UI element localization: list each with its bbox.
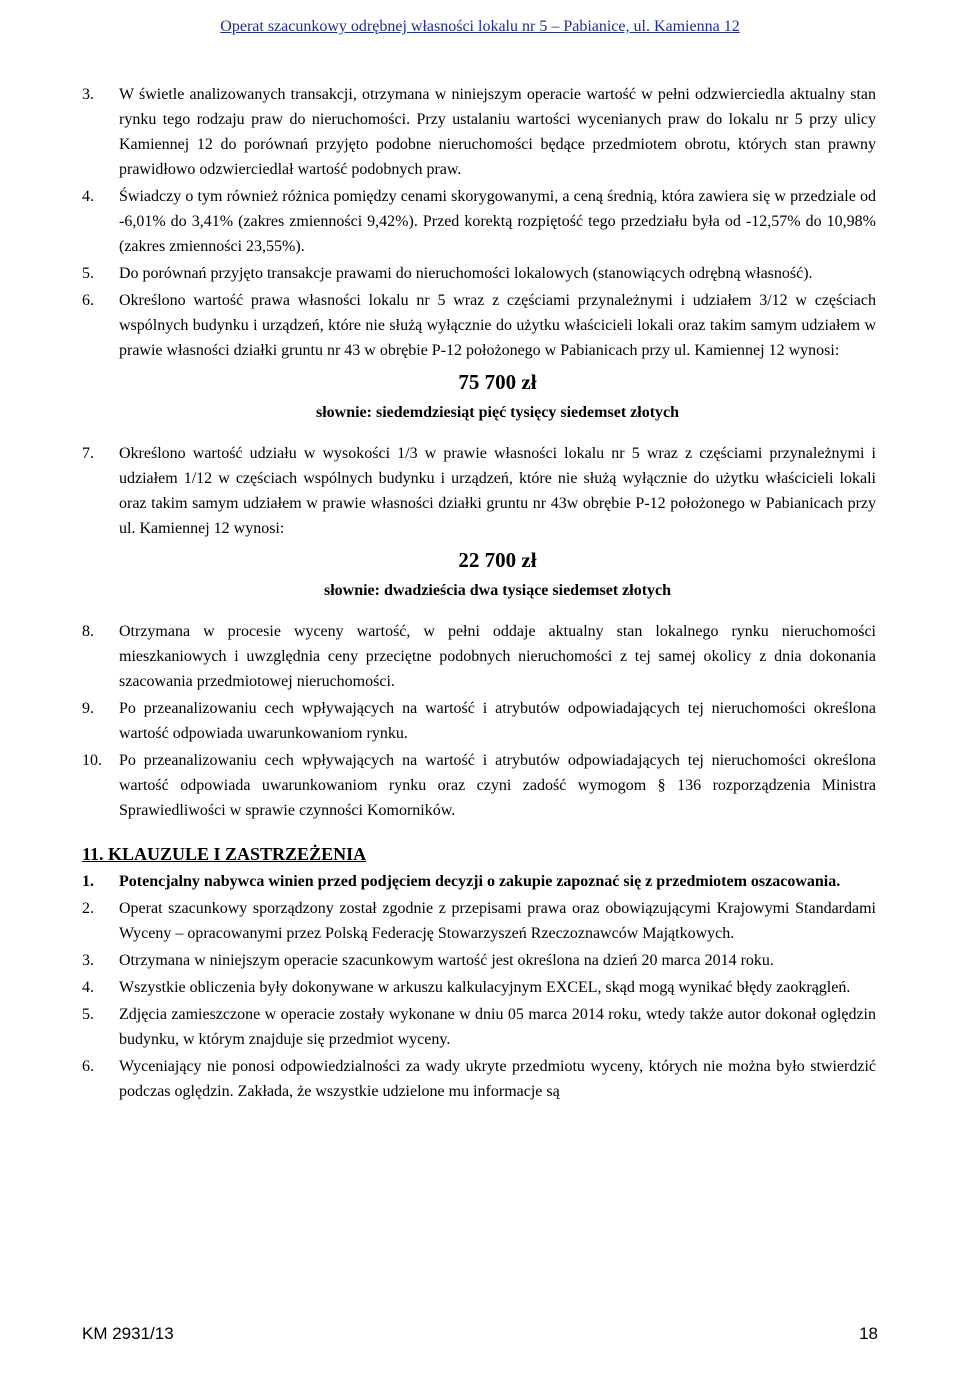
header-title: Operat szacunkowy odrębnej własności lokalu nr 5 – Pabianice, ul. Kamienna 12 [220,18,740,35]
clause-number: 1. [82,873,94,890]
item-text: Po przeanalizowaniu cech wpływających na wartość i atrybutów odpowiadających tej nieruchomości określona wartość odpowiada uwarunkowaniom rynku. [119,700,876,742]
item-number: 10. [82,752,102,769]
page-content [82,82,876,1106]
item-number: 5. [82,265,94,282]
value-in-words: słownie: siedemdziesiąt pięć tysięcy siedemset złotych [315,404,680,421]
list-item [82,441,876,605]
clause-text: Wszystkie obliczenia były dokonywane w arkuszu kalkulacyjnym EXCEL, skąd mogą wynikać błędy zaokrągleń. [119,979,851,996]
clause-number: 3. [82,952,94,969]
clause-item [82,896,876,946]
item-number: 9. [82,700,94,717]
case-number: KM 2931/13 [82,1324,174,1343]
clause-number: 6. [82,1058,94,1075]
item-number: 8. [82,623,94,640]
item-text: Określono wartość udziału w wysokości 1/3 w prawie własności lokalu nr 5 wraz z częściami przynależnymi i udziałem 1/12 w częściach wspólnych budynku i urządzeń, które nie służą wyłącznie do użytku właścicieli lokali oraz takim samym udziałem w prawie własności działki gruntu nr 43w obrębie P-12 położonego w Pabianicach przy ul. Kamiennej 12 wynosi: [119,445,876,537]
list-item [82,184,876,259]
clause-number: 2. [82,900,94,917]
item-text: Otrzymana w procesie wyceny wartość, w pełni oddaje aktualny stan lokalnego rynku nieruchomości mieszkaniowych i uwzględnia ceny przeciętne podobnych nieruchomości z tej samej okolicy z dnia dokonania szacowania przedmiotowej nieruchomości. [119,623,876,690]
page-number: 18 [859,1324,878,1343]
page-header [0,18,960,36]
value-amount: 75 700 zł [458,370,537,394]
item-text: W świetle analizowanych transakcji, otrzymana w niniejszym operacie wartość w pełni odzwierciedla aktualny stan rynku tego rodzaju praw do nieruchomości. Przy ustalaniu wartości wycenianych praw do lokalu nr 5 przy ulicy Kamiennej 12 do porównań przyjęto podobne nieruchomości będące przedmiotem obrotu, których stan prawny prawidłowo odzwierciedlał wartość podobnych praw. [119,86,876,178]
item-number: 7. [82,445,94,462]
list-item [82,696,876,746]
clause-item [82,948,876,973]
item-number: 4. [82,188,94,205]
item-number: 3. [82,86,94,103]
list-item [82,82,876,182]
clause-number: 5. [82,1006,94,1023]
list-item [82,288,876,427]
clause-text: Otrzymana w niniejszym operacie szacunkowym wartość jest określona na dzień 20 marca 2014 roku. [119,952,774,969]
item-text: Świadczy o tym również różnica pomiędzy cenami skorygowanymi, a ceną średnią, która zawiera się w przedziale od -6,01% do 3,41% (zakres zmienności 9,42%). Przed korektą rozpiętość tego przedziału była od -12,57% do 10,98% (zakres zmienności 23,55%). [119,188,876,255]
value-in-words: słownie: dwadzieścia dwa tysiące siedemset złotych [323,582,672,599]
clause-text: Operat szacunkowy sporządzony został zgodnie z przepisami prawa oraz obowiązującymi Krajowymi Standardami Wyceny – opracowanymi przez Polską Federację Stowarzyszeń Rzeczoznawców Majątkowych. [119,900,876,942]
list-item [82,619,876,694]
clause-text: Potencjalny nabywca winien przed podjęciem decyzji o zakupie zapoznać się z przedmiotem oszacowania. [119,873,841,890]
clause-text: Zdjęcia zamieszczone w operacie zostały wykonane w dniu 05 marca 2014 roku, wtedy także autor dokonał oględzin budynku, w którym znajduje się przedmiot wyceny. [119,1006,876,1048]
clause-item [82,975,876,1000]
item-text: Po przeanalizowaniu cech wpływających na wartość i atrybutów odpowiadających tej nieruchomości określona wartość odpowiada uwarunkowaniom rynku oraz czyni zadość wymogom § 136 rozporządzenia Ministra Sprawiedliwości w sprawie czynności Komorników. [119,752,876,819]
item-text: Do porównań przyjęto transakcje prawami do nieruchomości lokalowych (stanowiących odrębną własność). [119,265,813,282]
clause-item [82,869,876,894]
item-number: 6. [82,292,94,309]
clause-text: Wyceniający nie ponosi odpowiedzialności za wady ukryte przedmiotu wyceny, których nie można było stwierdzić podczas oględzin. Zakłada, że wszystkie udzielone mu informacje są [119,1058,876,1100]
clause-item [82,1054,876,1104]
item-text: Określono wartość prawa własności lokalu nr 5 wraz z częściami przynależnymi i udziałem 3/12 w częściach wspólnych budynku i urządzeń, które nie służą wyłącznie do użytku właścicieli lokali oraz takim samym udziałem w prawie własności działki gruntu nr 43 w obrębie P-12 położonego w Pabianicach przy ul. Kamiennej 12 wynosi: [119,292,876,359]
clause-number: 4. [82,979,94,996]
section-heading: 11. KLAUZULE I ZASTRZEŻENIA [82,844,367,864]
list-item [82,748,876,823]
value-amount: 22 700 zł [458,548,537,572]
list-item [82,261,876,286]
clause-item [82,1002,876,1052]
